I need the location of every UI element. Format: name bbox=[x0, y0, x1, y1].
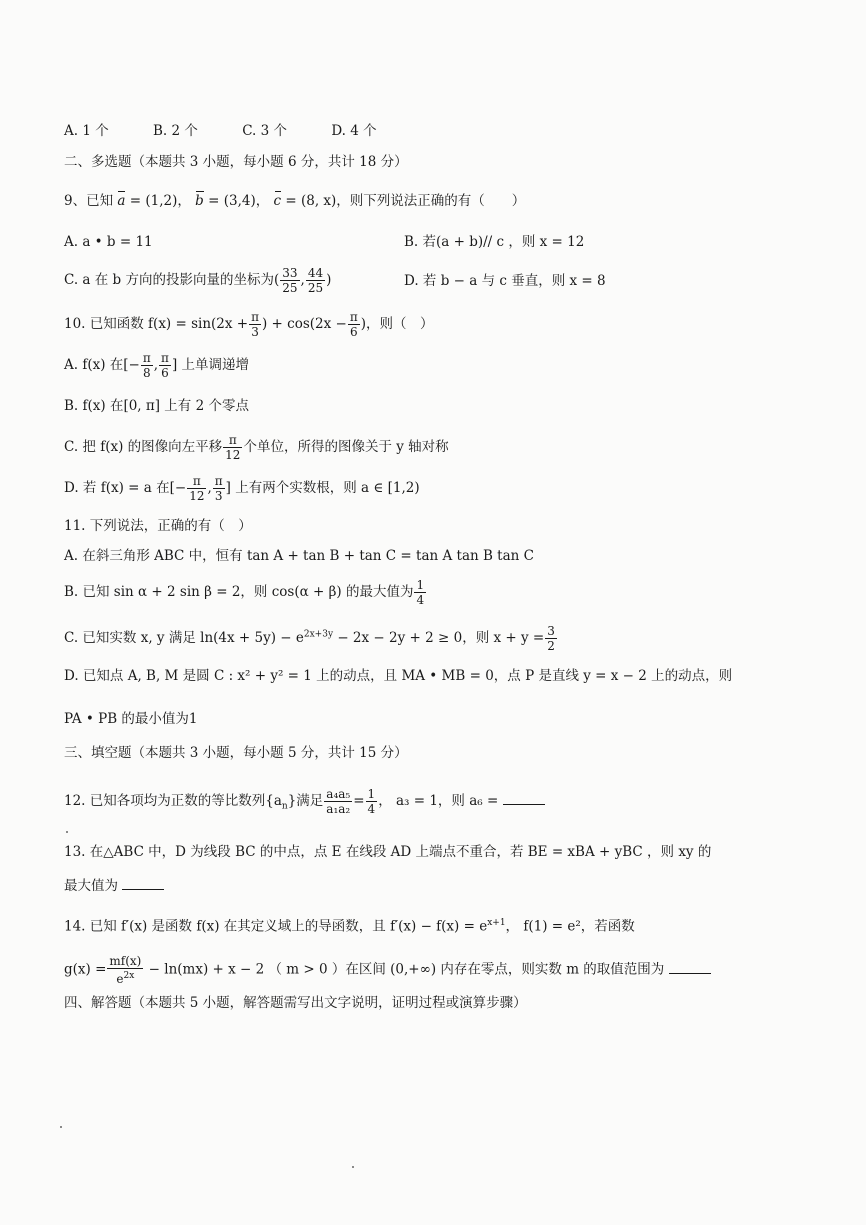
vector-a-symbol: a bbox=[117, 193, 126, 209]
q9-option-a: A. a • b = 11 bbox=[64, 234, 153, 250]
numerator: π bbox=[142, 351, 151, 365]
denominator bbox=[107, 969, 143, 986]
q10-d-post: ] 上有两个实数根，则 a ∈ [1,2) bbox=[225, 480, 420, 496]
q12-pre: 12. 已知各项均为正数的等比数列{a bbox=[64, 793, 282, 809]
q10-option-b: B. f(x) 在[0, π] 上有 2 个零点 bbox=[64, 398, 249, 414]
exponent: 2x+3y bbox=[303, 629, 334, 640]
q9-vector-b: = (3,4)， bbox=[208, 193, 270, 209]
section-4-heading: 四、解答题（本题共 5 小题，解答题需写出文字说明，证明过程或演算步骤） bbox=[64, 995, 527, 1011]
q13-line2-text: 最大值为 bbox=[64, 878, 118, 894]
q14-g-pre: g(x) = bbox=[64, 961, 107, 978]
denominator: 25 bbox=[307, 281, 324, 295]
q10-option-c bbox=[64, 433, 449, 462]
q14-line2 bbox=[64, 954, 711, 986]
fraction bbox=[187, 474, 206, 503]
q12-mid: }满足 bbox=[287, 793, 324, 809]
fraction bbox=[223, 433, 242, 462]
q10-stem-pre: 10. 已知函数 f(x) = sin(2x + bbox=[64, 316, 249, 332]
answer-blank[interactable] bbox=[503, 792, 545, 805]
vector-c-symbol: c bbox=[273, 193, 282, 209]
numerator: π bbox=[251, 310, 259, 324]
equals: = bbox=[353, 793, 365, 809]
q10-option-d: D. 若 f(x) = a 在[− $\frac{\pi}{12}$ , $\frac{\pi}{3}$ ] 上有两个实数根，则 a ∈ [1,2) bbox=[64, 474, 420, 503]
numerator: π bbox=[161, 351, 169, 365]
fraction bbox=[306, 266, 325, 295]
denominator: 2 bbox=[547, 639, 555, 653]
q10-a-post: ] 上单调递增 bbox=[171, 357, 249, 373]
numerator: π bbox=[349, 310, 358, 324]
q13-line2 bbox=[64, 877, 164, 895]
q8-option-a: A. 1 个 bbox=[64, 123, 109, 139]
q9-option-c-text: C. a 在 b 方向的投影向量的坐标为( bbox=[64, 272, 280, 288]
q11-c-pre: C. 已知实数 x, y 满足 ln(4x + 5y) − e bbox=[64, 630, 304, 646]
numerator: 3 bbox=[547, 624, 555, 638]
fraction bbox=[159, 351, 171, 380]
q10-d-pre: D. 若 f(x) = a 在[− bbox=[64, 480, 187, 496]
fraction bbox=[213, 474, 225, 503]
answer-blank[interactable] bbox=[669, 961, 711, 974]
q10-c-post: 个单位，所得的图像关于 y 轴对称 bbox=[243, 439, 449, 455]
q8-option-d: D. 4 个 bbox=[331, 123, 377, 139]
q9-vector-a: = (1,2)， bbox=[129, 193, 191, 209]
fraction bbox=[249, 310, 261, 339]
denominator: 12 bbox=[189, 489, 205, 503]
q10-a-pre: A. f(x) 在[− bbox=[64, 357, 140, 373]
q11-option-c bbox=[64, 624, 558, 653]
q10-stem bbox=[64, 310, 434, 339]
q11-stem: 11. 下列说法，正确的有（ ） bbox=[64, 518, 252, 534]
numerator: a₄a₅ bbox=[326, 787, 351, 801]
q13-line1: 13. 在△ABC 中，D 为线段 BC 的中点，点 E 在线段 AD 上端点不重合，若 BE = xBA + yBC ，则 xy 的 bbox=[64, 844, 712, 860]
denominator: 8 bbox=[142, 366, 151, 380]
q11-option-d-line2: PA • PB 的最小值为1 bbox=[64, 711, 198, 727]
denominator-base: e bbox=[116, 972, 124, 986]
fraction bbox=[414, 578, 426, 607]
q10-stem-post: )，则（ ） bbox=[360, 316, 434, 332]
q11-c-mid: − 2x − 2y + 2 ≥ 0，则 x + y = bbox=[333, 630, 545, 646]
q10-stem-mid: ) + cos(2x − bbox=[262, 316, 347, 332]
denominator: 3 bbox=[251, 325, 259, 339]
q8-options bbox=[64, 122, 417, 140]
scan-speck bbox=[60, 1126, 62, 1128]
q10-option-a: A. f(x) 在[− $\frac{\pi}{8}$ , $\frac{\pi}{6}$ ] 上单调递增 bbox=[64, 351, 249, 380]
numerator: mf(x) bbox=[109, 954, 142, 968]
scan-speck bbox=[352, 1166, 354, 1168]
fraction bbox=[141, 351, 153, 380]
denominator: 25 bbox=[282, 281, 298, 295]
numerator: π bbox=[223, 433, 242, 448]
q9-prefix: 9、已知 bbox=[64, 193, 114, 209]
denominator: 6 bbox=[161, 366, 169, 380]
q9-option-d: D. 若 b − a 与 c 垂直，则 x = 8 bbox=[404, 273, 606, 289]
fraction bbox=[324, 787, 352, 816]
exponent: x+1 bbox=[487, 918, 506, 928]
fraction bbox=[366, 787, 378, 816]
q14-line1 bbox=[64, 914, 635, 936]
fraction bbox=[545, 624, 557, 653]
numerator: 1 bbox=[416, 578, 425, 592]
denominator: 4 bbox=[367, 802, 376, 816]
q8-option-c: C. 3 个 bbox=[242, 123, 288, 139]
section-2-heading: 二、多选题（本题共 3 小题，每小题 6 分，共计 18 分） bbox=[64, 154, 408, 170]
q9-option-c: C. a 在 b 方向的投影向量的坐标为( $\frac{33}{25}$ , $\frac{44}{25}$ ) bbox=[64, 266, 332, 295]
q11-option-b bbox=[64, 578, 427, 607]
q9-option-b: B. 若(a + b)// c ，则 x = 12 bbox=[404, 234, 585, 250]
denominator: 4 bbox=[416, 593, 425, 607]
close-paren: ) bbox=[326, 272, 332, 288]
q8-option-b: B. 2 个 bbox=[153, 123, 198, 139]
numerator: 1 bbox=[367, 787, 376, 801]
answer-blank[interactable] bbox=[122, 877, 164, 890]
q14-line1-text: 14. 已知 f′(x) 是函数 f(x) 在其定义域上的导函数，且 f′(x) − f(x) = e bbox=[64, 918, 488, 935]
q11-b-pre: B. 已知 sin α + 2 sin β = 2，则 cos(α + β) 的最大值为 bbox=[64, 584, 414, 600]
q9-vector-c: = (8, x)，则下列说法正确的有（ ） bbox=[285, 193, 526, 209]
fraction bbox=[348, 310, 360, 339]
exponent: 2x bbox=[123, 971, 135, 981]
denominator: 12 bbox=[225, 448, 241, 462]
denominator: 3 bbox=[214, 489, 223, 503]
q9-stem bbox=[64, 192, 525, 210]
denominator: a₁a₂ bbox=[326, 802, 351, 816]
q14-g-post: − ln(mx) + x − 2 （ m > 0 ）在区间 (0,+∞) 内存在零点，则实数 m 的取值范围为 bbox=[144, 961, 665, 978]
q12-post: ， a₃ = 1，则 a₆ = bbox=[378, 793, 499, 809]
fraction bbox=[107, 954, 143, 986]
q12 bbox=[64, 787, 545, 816]
numerator: 44 bbox=[307, 266, 324, 280]
scan-speck bbox=[66, 831, 68, 833]
q11-option-d-line1: D. 已知点 A, B, M 是圆 C : x² + y² = 1 上的动点，且 MA • MB = 0，点 P 是直线 y = x − 2 上的动点，则 bbox=[64, 668, 733, 684]
vector-b-symbol: b bbox=[195, 193, 204, 209]
q10-c-pre: C. 把 f(x) 的图像向左平移 bbox=[64, 439, 223, 455]
q11-option-a: A. 在斜三角形 ABC 中，恒有 tan A + tan B + tan C = tan A tan B tan C bbox=[64, 548, 534, 564]
numerator: π bbox=[187, 474, 206, 489]
fraction bbox=[280, 266, 299, 295]
subscript: n bbox=[281, 801, 288, 812]
numerator: 33 bbox=[282, 266, 298, 280]
denominator: 6 bbox=[349, 325, 358, 339]
numerator: π bbox=[214, 474, 223, 488]
section-3-heading: 三、填空题（本题共 3 小题，每小题 5 分，共计 15 分） bbox=[64, 745, 408, 761]
q14-line1b: ， f(1) = e²，若函数 bbox=[505, 918, 635, 935]
